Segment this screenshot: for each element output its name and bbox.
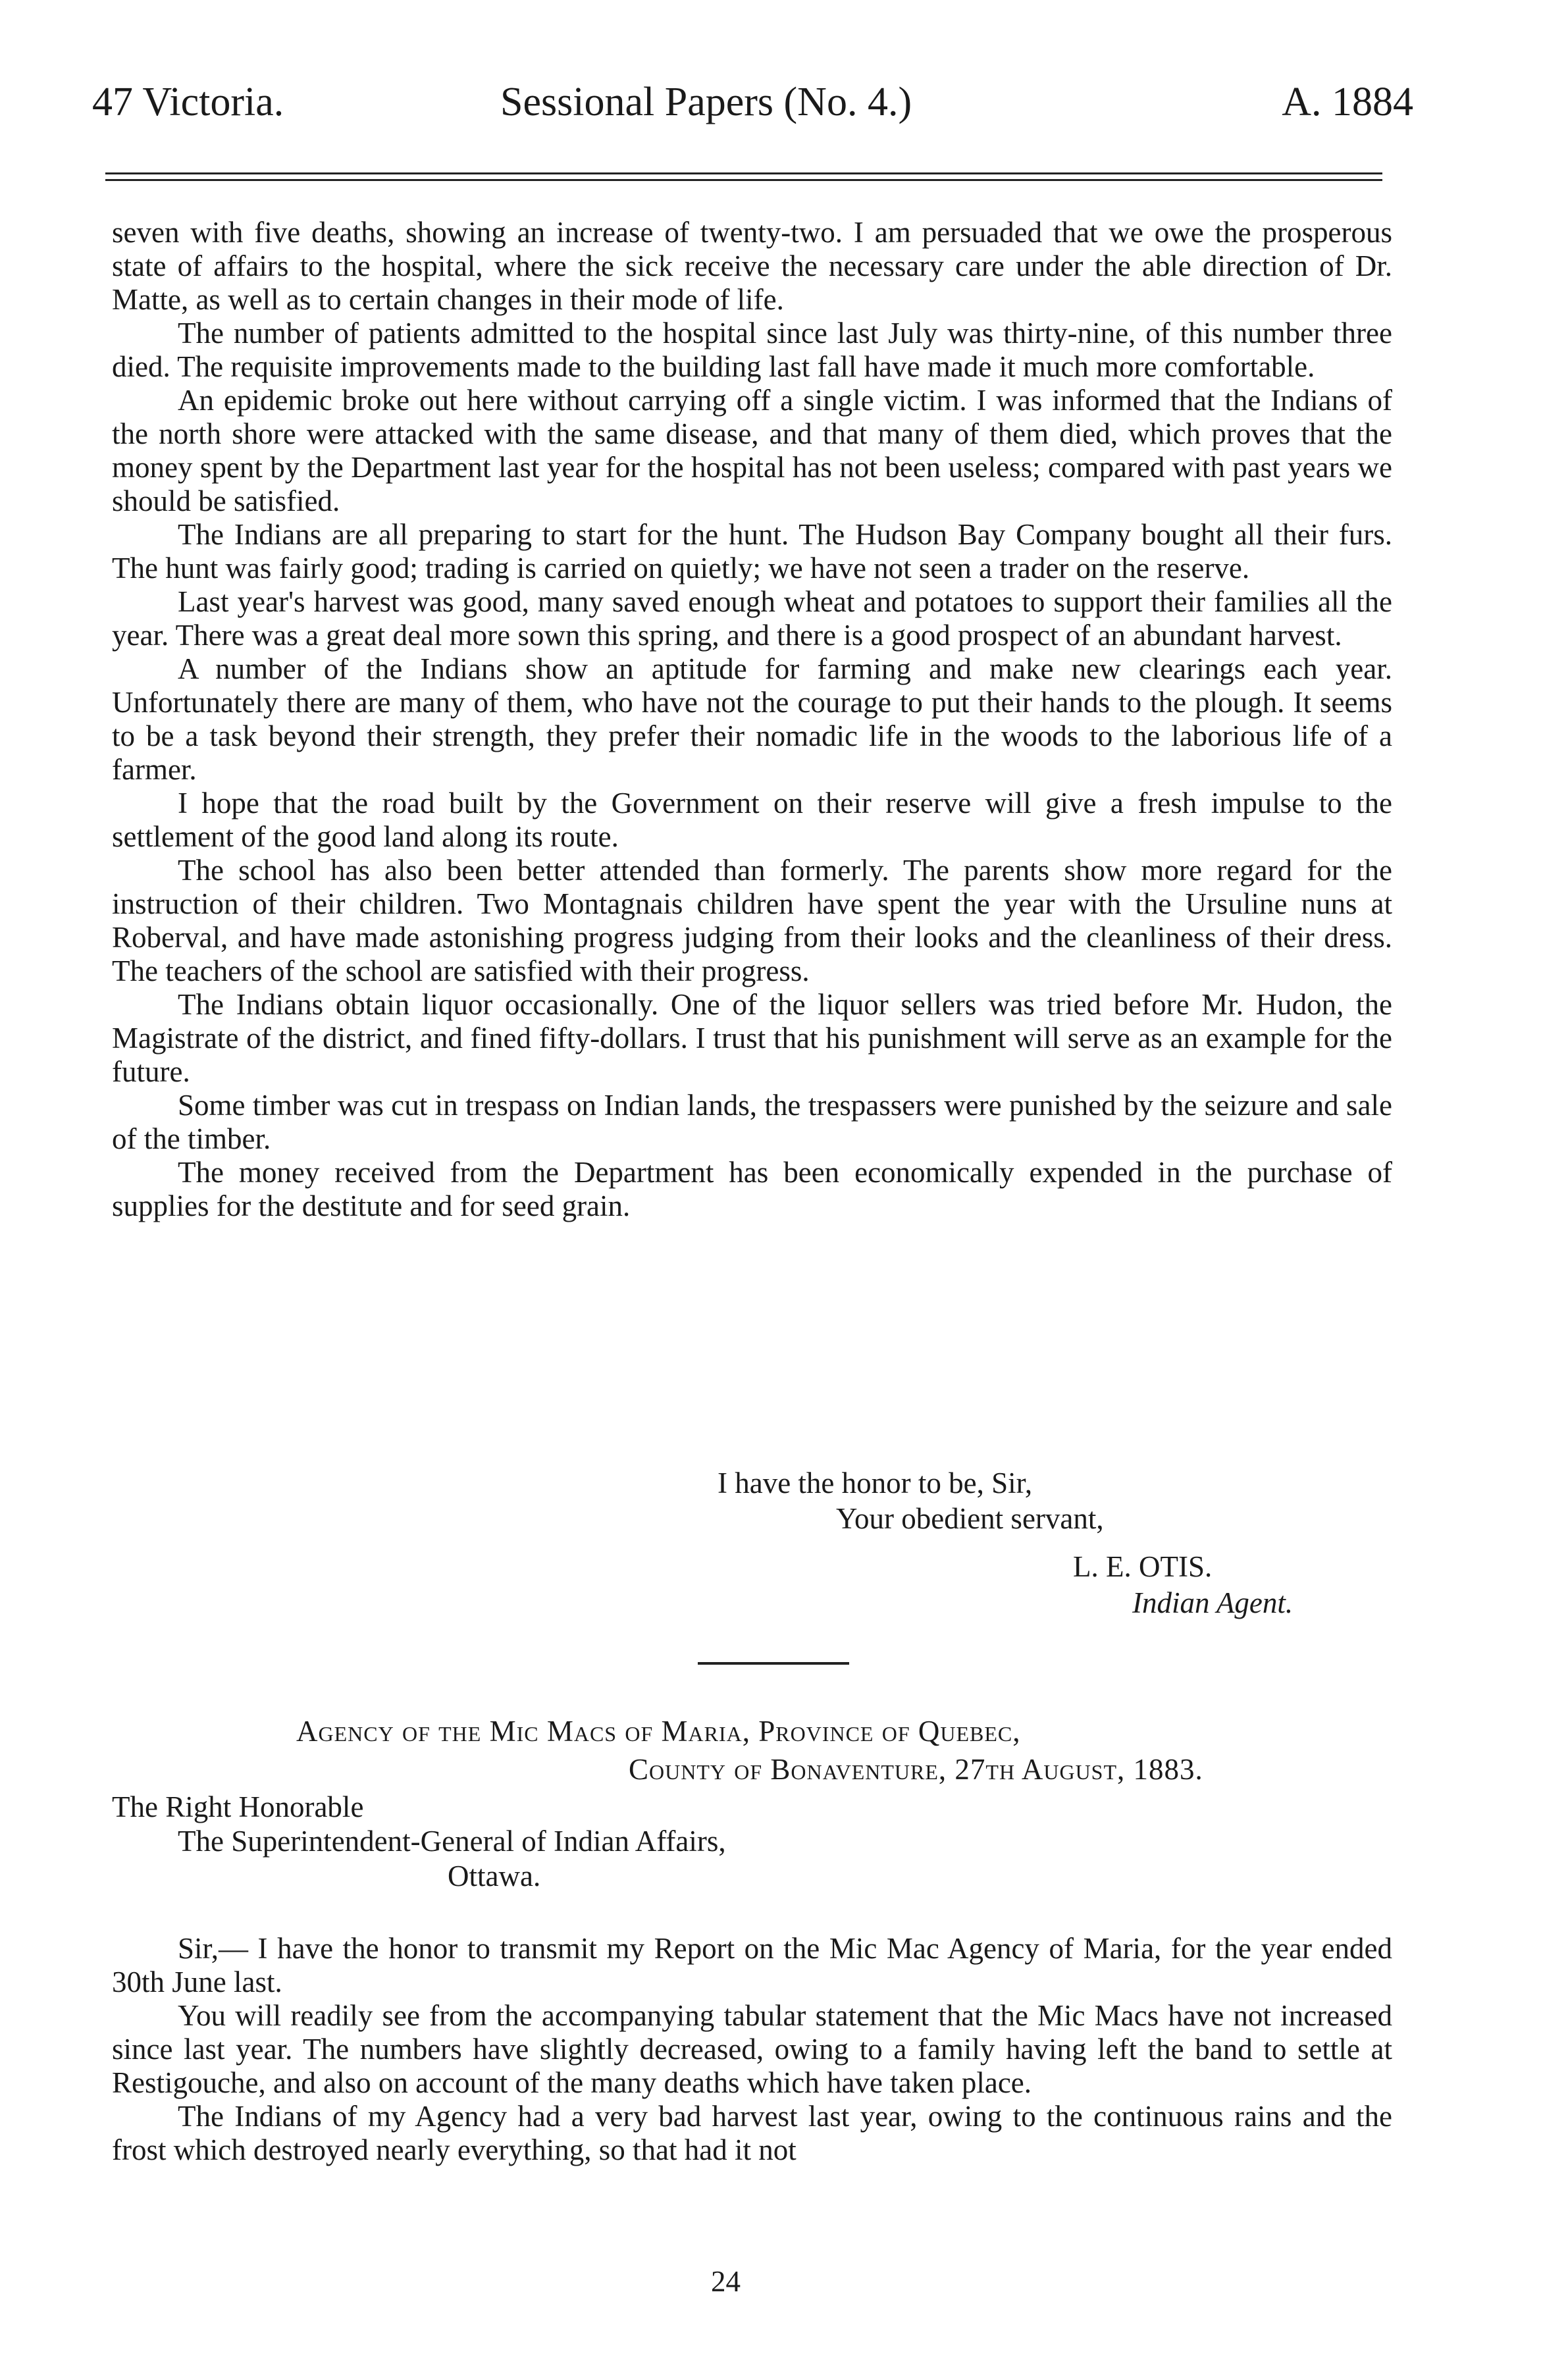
header-year: A. 1884 [1282, 80, 1413, 124]
paragraph: A number of the Indians show an aptitude for farming and make new clearings each year. Unfortunately there are many of them, who have not the courage to put their hands to the plough. It seems to be a task beyond their strength, they prefer their nomadic life in the woods to the laborious life of a farmer. [112, 652, 1392, 786]
running-header [92, 79, 1413, 125]
paragraph: Some timber was cut in trespass on Indian lands, the trespassers were punished by the seizure and sale of the timber. [112, 1089, 1392, 1155]
recipient-line2: The Superintendent-General of Indian Affairs, [178, 1825, 726, 1858]
signature-name: L. E. OTIS. [1073, 1550, 1213, 1583]
paragraph: An epidemic broke out here without carrying off a single victim. I was informed that the Indians of the north shore were attacked with the same disease, and that many of them died, which proves that the money spent by the Department last year for the hospital has not been useless; compared with past years we should be satisfied. [112, 384, 1392, 517]
report-body-second [112, 1932, 1392, 2167]
header-volume: 47 Victoria. [92, 80, 284, 124]
paragraph: You will readily see from the accompanying tabular statement that the Mic Macs have not increased since last year. The numbers have slightly decreased, owing to a family having left the band to settle at Restigouche, and also on account of the many deaths which have taken place. [112, 1999, 1392, 2099]
header-rule-top [105, 172, 1382, 174]
report-body-first [112, 216, 1392, 1223]
recipient-line3: Ottawa. [448, 1860, 541, 1892]
paragraph: The Indians of my Agency had a very bad harvest last year, owing to the continuous rains and the frost which destroyed nearly everything, so that had it not [112, 2100, 1392, 2166]
paragraph: seven with five deaths, showing an increase of twenty-two. I am persuaded that we owe the prosperous state of affairs to the hospital, where the sick receive the necessary care under the able direction of Dr. Matte, as well as to certain changes in their mode of life. [112, 216, 1392, 316]
section-divider [698, 1662, 849, 1665]
paragraph: I hope that the road built by the Government on their reserve will give a fresh impulse to the settlement of the good land along its route. [112, 787, 1392, 853]
paragraph: Last year's harvest was good, many saved enough wheat and potatoes to support their families all the year. There was a great deal more sown this spring, and there is a good prospect of an abundant harvest. [112, 585, 1392, 652]
page-number: 24 [711, 2265, 741, 2298]
recipient-line1: The Right Honorable [112, 1790, 364, 1823]
paragraph: The number of patients admitted to the hospital since last July was thirty-nine, of this number three died. The requisite improvements made to the building last fall have made it much more comfortable. [112, 317, 1392, 383]
header-title: Sessional Papers (No. 4.) [500, 80, 912, 124]
signature-title: Indian Agent. [1132, 1586, 1294, 1619]
paragraph: The Indians obtain liquor occasionally. One of the liquor sellers was tried before Mr. Hudon, the Magistrate of the district, and fined fifty-dollars. I trust that his punishment will serve as an example for the future. [112, 988, 1392, 1088]
paragraph: The money received from the Department has been economically expended in the purchase of supplies for the destitute and for seed grain. [112, 1156, 1392, 1222]
agency-address-line1: Agency of the Mic Macs of Maria, Province of Quebec, [296, 1715, 1021, 1748]
agency-address-line2: County of Bonaventure, 27th August, 1883. [629, 1753, 1203, 1786]
paragraph: Sir,— I have the honor to transmit my Report on the Mic Mac Agency of Maria, for the year ended 30th June last. [112, 1932, 1392, 1998]
closing-servant: Your obedient servant, [836, 1502, 1104, 1535]
closing-salutation: I have the honor to be, Sir, [718, 1467, 1033, 1499]
paragraph: The school has also been better attended than formerly. The parents show more regard for the instruction of their children. Two Montagnais children have spent the year with the Ursuline nuns at Roberval, and have made astonishing progress judging from their looks and the cleanliness of their dress. The teachers of the school are satisfied with their progress. [112, 854, 1392, 987]
header-rule-bottom [105, 179, 1382, 181]
paragraph: The Indians are all preparing to start for the hunt. The Hudson Bay Company bought all their furs. The hunt was fairly good; trading is carried on quietly; we have not seen a trader on the reserve. [112, 518, 1392, 585]
